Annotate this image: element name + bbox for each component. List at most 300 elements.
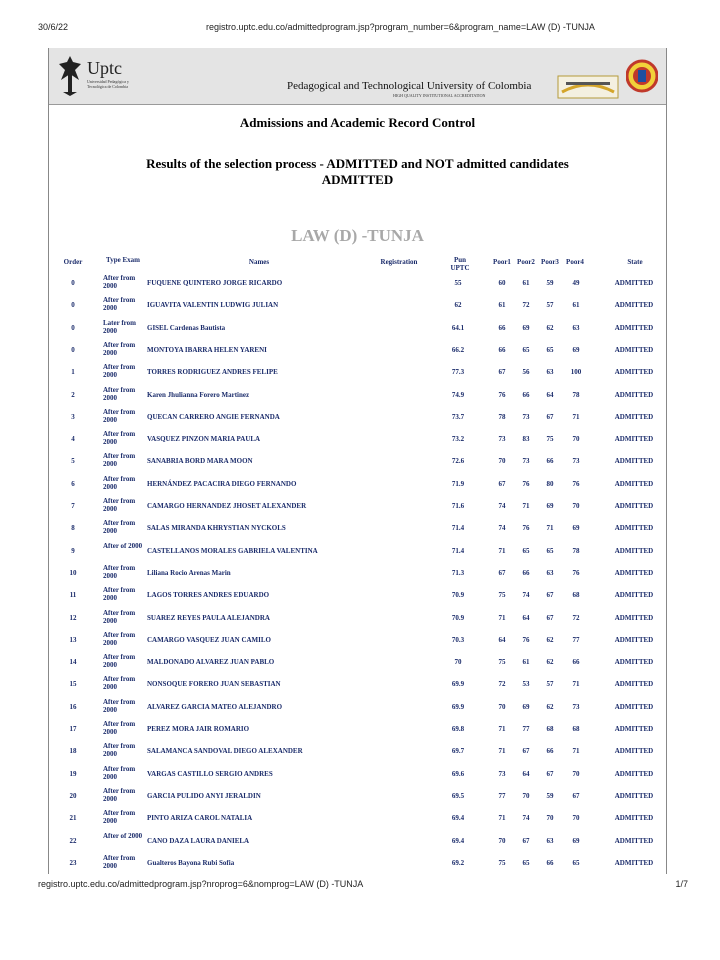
cell-p2: 65 xyxy=(522,546,530,555)
cell-p2: 73 xyxy=(522,457,530,466)
cell-pun: 69.9 xyxy=(451,702,465,711)
cell-p1: 64 xyxy=(498,635,506,644)
cell-p4: 73 xyxy=(572,457,580,466)
cell-p1: 73 xyxy=(498,435,506,444)
cell-order: 15 xyxy=(69,680,77,689)
cell-p4: 76 xyxy=(572,568,580,577)
cell-pun: 74.9 xyxy=(451,390,465,399)
cell-pun: 70.3 xyxy=(451,635,465,644)
cell-state: ADMITTED xyxy=(614,301,654,310)
cell-order: 18 xyxy=(69,747,77,756)
print-header xyxy=(0,22,720,36)
cell-name: NONSOQUE FORERO JUAN SEBASTIAN xyxy=(147,680,281,689)
cell-p4: 70 xyxy=(572,435,580,444)
cell-p1: 67 xyxy=(498,479,506,488)
subtitle-line-2: ADMITTED xyxy=(321,172,394,187)
cell-name: PEREZ MORA JAIR ROMARIO xyxy=(147,725,250,733)
cell-p3: 65 xyxy=(546,546,554,555)
cell-p1: 70 xyxy=(498,836,506,845)
cell-pun: 55 xyxy=(454,279,462,287)
cell-order: 14 xyxy=(69,658,77,667)
cell-p3: 66 xyxy=(546,747,554,756)
cell-p2: 83 xyxy=(522,435,530,444)
cell-p4: 68 xyxy=(572,591,580,600)
table-row xyxy=(49,339,666,361)
print-url: registro.uptc.edu.co/admittedprogram.jsp?program_number=6&program_name=LAW (D) -TUNJA xyxy=(206,22,595,32)
subtitle-line-1: Results of the selection process - ADMITTED and NOT admitted candidates xyxy=(146,156,569,171)
cell-pun: 69.6 xyxy=(451,769,465,778)
cell-p2: 73 xyxy=(522,412,530,421)
cell-p3: 67 xyxy=(546,412,554,421)
cell-pun: 69.9 xyxy=(451,680,465,689)
cell-order: 5 xyxy=(71,457,75,466)
cell-name: VARGAS CASTILLO SERGIO ANDRES xyxy=(147,769,273,778)
cell-name: IGUAVITA VALENTIN LUDWIG JULIAN xyxy=(147,301,279,310)
cell-p1: 78 xyxy=(498,412,506,421)
col-state: State xyxy=(627,258,643,266)
cell-p4: 65 xyxy=(572,858,580,867)
col-type: Type Exam xyxy=(106,256,140,264)
cell-state: ADMITTED xyxy=(614,345,654,354)
table-row xyxy=(49,517,666,539)
accreditation-seal-icon xyxy=(556,74,620,100)
cell-state: ADMITTED xyxy=(614,479,654,488)
cell-p2: 71 xyxy=(522,502,530,510)
cell-type: Later from 2000 xyxy=(103,318,136,335)
col-p4: Poor4 xyxy=(566,258,584,266)
cell-p1: 67 xyxy=(498,368,506,377)
cell-state: ADMITTED xyxy=(614,502,654,510)
cell-p1: 66 xyxy=(498,323,506,332)
cell-type: After from 2000 xyxy=(103,340,136,357)
uptc-logo-subtitle: Universidad Pedagógica y Tecnológica de Colombia xyxy=(87,79,129,89)
cell-p4: 72 xyxy=(572,613,580,622)
cell-state: ADMITTED xyxy=(614,368,654,377)
cell-p1: 75 xyxy=(498,658,506,667)
cell-p4: 71 xyxy=(572,680,580,689)
cell-name: LAGOS TORRES ANDRES EDUARDO xyxy=(147,591,270,600)
cell-name: HERNÁNDEZ PACACIRA DIEGO FERNANDO xyxy=(147,479,297,488)
cell-p3: 65 xyxy=(546,345,554,354)
cell-type: After from 2000 xyxy=(103,497,136,513)
cell-p2: 61 xyxy=(522,658,530,667)
cell-type: After from 2000 xyxy=(103,630,136,647)
cell-type: After from 2000 xyxy=(103,296,136,313)
cell-p3: 63 xyxy=(546,836,554,845)
program-name: LAW (D) -TUNJA xyxy=(291,226,424,245)
cell-state: ADMITTED xyxy=(614,635,654,644)
cell-p2: 56 xyxy=(522,368,530,377)
cell-p4: 66 xyxy=(572,658,580,667)
cell-pun: 69.4 xyxy=(451,836,465,845)
cell-p1: 61 xyxy=(498,301,506,310)
cell-state: ADMITTED xyxy=(614,658,654,667)
cell-p1: 66 xyxy=(498,345,506,354)
cell-type: After from 2000 xyxy=(103,274,136,290)
cell-p3: 69 xyxy=(546,502,554,510)
cell-p1: 70 xyxy=(498,702,506,711)
cell-type: After from 2000 xyxy=(103,407,136,424)
cell-pun: 73.2 xyxy=(451,435,465,444)
cell-p4: 73 xyxy=(572,702,580,711)
cell-p2: 76 xyxy=(522,479,530,488)
cell-p1: 73 xyxy=(498,769,506,778)
uptc-logo-text: Uptc xyxy=(87,58,122,78)
cell-name: SANABRIA BORD MARA MOON xyxy=(147,457,253,466)
table-row xyxy=(49,607,666,629)
cell-p2: 70 xyxy=(522,791,530,800)
cell-type: After from 2000 xyxy=(103,452,136,469)
cell-order: 0 xyxy=(71,323,75,332)
cell-p3: 75 xyxy=(546,435,554,444)
cell-state: ADMITTED xyxy=(614,323,654,332)
cell-p4: 70 xyxy=(572,814,580,823)
cell-type: After from 2000 xyxy=(103,363,136,380)
cell-p1: 75 xyxy=(498,858,506,867)
cell-pun: 71.3 xyxy=(451,568,465,577)
university-banner xyxy=(49,48,666,105)
table-row xyxy=(49,406,666,428)
cell-p3: 62 xyxy=(546,323,554,332)
cell-name: TORRES RODRIGUEZ ANDRES FELIPE xyxy=(147,368,278,377)
table-row xyxy=(49,718,666,740)
cell-type: After from 2000 xyxy=(103,786,136,803)
cell-name: SALAS MIRANDA KHRYSTIAN NYCKOLS xyxy=(147,524,286,533)
cell-pun: 62 xyxy=(454,301,462,310)
table-row xyxy=(49,495,666,517)
cell-p2: 66 xyxy=(522,568,530,577)
cell-p1: 71 xyxy=(498,725,506,733)
cell-state: ADMITTED xyxy=(614,791,654,800)
cell-name: MONTOYA IBARRA HELEN YARENI xyxy=(147,345,267,354)
cell-type: After from 2000 xyxy=(103,720,136,736)
cell-p2: 69 xyxy=(522,702,530,711)
cell-name: GARCIA PULIDO ANYI JERALDIN xyxy=(147,791,261,800)
cell-p2: 77 xyxy=(522,725,530,733)
cell-type: After from 2000 xyxy=(103,430,136,447)
cell-order: 12 xyxy=(69,613,77,622)
cell-p2: 61 xyxy=(522,279,530,287)
page-number: 1/7 xyxy=(675,879,688,889)
cell-name: PINTO ARIZA CAROL NATALIA xyxy=(147,814,253,823)
cell-p1: 71 xyxy=(498,814,506,823)
cell-p2: 74 xyxy=(522,591,530,600)
cell-name: SUAREZ REYES PAULA ALEJANDRA xyxy=(147,613,270,622)
cell-name: CAMARGO VASQUEZ JUAN CAMILO xyxy=(147,635,272,644)
cell-pun: 72.6 xyxy=(451,457,465,466)
table-row xyxy=(49,673,666,695)
table-row xyxy=(49,852,666,874)
cell-pun: 70.9 xyxy=(451,613,465,622)
cell-p2: 67 xyxy=(522,836,530,845)
cell-p2: 64 xyxy=(522,769,530,778)
cell-order: 3 xyxy=(71,412,75,421)
cell-type: After from 2000 xyxy=(103,608,136,625)
cell-p2: 72 xyxy=(522,301,530,310)
cell-pun: 77.3 xyxy=(451,368,465,377)
cell-p3: 63 xyxy=(546,368,554,377)
cell-state: ADMITTED xyxy=(614,836,654,845)
cell-order: 10 xyxy=(69,568,77,577)
cell-type: After from 2000 xyxy=(103,563,136,580)
cell-state: ADMITTED xyxy=(614,702,654,711)
cell-p2: 66 xyxy=(522,390,530,399)
table-row xyxy=(49,830,666,852)
cell-p3: 66 xyxy=(546,457,554,466)
cell-p1: 75 xyxy=(498,591,506,600)
cell-type: After from 2000 xyxy=(103,385,136,402)
cell-order: 13 xyxy=(69,635,77,644)
cell-p3: 57 xyxy=(546,680,554,689)
table-row xyxy=(49,384,666,406)
cell-order: 0 xyxy=(71,345,75,354)
cell-p4: 69 xyxy=(572,345,580,354)
cell-state: ADMITTED xyxy=(614,524,654,533)
cell-p3: 67 xyxy=(546,613,554,622)
cell-name: Karen Jhulianna Forero Martinez xyxy=(147,390,250,399)
cell-p1: 74 xyxy=(498,502,506,510)
cell-pun: 64.1 xyxy=(451,323,465,332)
cell-order: 0 xyxy=(71,301,75,310)
cell-p3: 59 xyxy=(546,279,554,287)
table-row xyxy=(49,317,666,339)
cell-state: ADMITTED xyxy=(614,747,654,756)
cell-pun: 71.4 xyxy=(451,524,465,533)
cell-pun: 69.4 xyxy=(451,814,465,823)
cell-name: MALDONADO ALVAREZ JUAN PABLO xyxy=(147,658,275,667)
cell-name: FUQUENE QUINTERO JORGE RICARDO xyxy=(147,279,283,287)
table-row xyxy=(49,294,666,316)
cell-pun: 71.4 xyxy=(451,546,465,555)
cell-state: ADMITTED xyxy=(614,613,654,622)
cell-p3: 62 xyxy=(546,635,554,644)
cell-p4: 76 xyxy=(572,479,580,488)
cell-order: 6 xyxy=(71,479,75,488)
table-row xyxy=(49,450,666,472)
cell-p2: 76 xyxy=(522,524,530,533)
cell-p1: 74 xyxy=(498,524,506,533)
cell-p1: 71 xyxy=(498,747,506,756)
table-row xyxy=(49,740,666,762)
cell-p2: 69 xyxy=(522,323,530,332)
cell-p3: 67 xyxy=(546,769,554,778)
cell-name: CANO DAZA LAURA DANIELA xyxy=(147,836,250,845)
cell-p1: 60 xyxy=(498,279,506,287)
cell-name: CAMARGO HERNANDEZ JHOSET ALEXANDER xyxy=(147,502,307,510)
cell-p2: 67 xyxy=(522,747,530,756)
table-row xyxy=(49,272,666,294)
col-order: Order xyxy=(63,258,83,266)
cell-p4: 77 xyxy=(572,635,580,644)
page-subtitle xyxy=(89,156,626,188)
cell-p3: 68 xyxy=(546,725,554,733)
cell-p4: 100 xyxy=(570,368,582,377)
cell-type: After from 2000 xyxy=(103,519,136,536)
cell-p4: 67 xyxy=(572,791,580,800)
cell-type: After from 2000 xyxy=(103,742,136,759)
col-p1: Poor1 xyxy=(493,258,511,266)
cell-p1: 71 xyxy=(498,546,506,555)
cell-state: ADMITTED xyxy=(614,769,654,778)
cell-p4: 70 xyxy=(572,502,580,510)
cell-p4: 61 xyxy=(572,301,580,310)
cell-pun: 69.5 xyxy=(451,791,465,800)
table-row xyxy=(49,651,666,673)
cell-state: ADMITTED xyxy=(614,814,654,823)
cell-name: GISEL Cardenas Bautista xyxy=(147,323,226,332)
cell-p2: 74 xyxy=(522,814,530,823)
cell-state: ADMITTED xyxy=(614,279,654,287)
table-row xyxy=(49,629,666,651)
cell-p4: 68 xyxy=(572,725,580,733)
cell-type: After of 2000 xyxy=(103,541,143,550)
cell-p3: 70 xyxy=(546,814,554,823)
cell-state: ADMITTED xyxy=(614,412,654,421)
footer-url: registro.uptc.edu.co/admittedprogram.jsp?nroprog=6&nomprog=LAW (D) -TUNJA xyxy=(38,879,364,889)
cell-state: ADMITTED xyxy=(614,725,654,733)
cell-name: VASQUEZ PINZON MARIA PAULA xyxy=(147,435,261,444)
cell-p4: 49 xyxy=(572,279,580,287)
cell-pun: 70 xyxy=(454,658,462,667)
table-row xyxy=(49,584,666,606)
table-row xyxy=(49,361,666,383)
cell-type: After from 2000 xyxy=(103,853,136,870)
cell-type: After from 2000 xyxy=(103,697,136,714)
col-p2: Poor2 xyxy=(517,258,535,266)
table-row xyxy=(49,807,666,829)
cell-pun: 70.9 xyxy=(451,591,465,600)
cell-pun: 69.8 xyxy=(451,725,465,733)
cell-name: Gualteros Bayona Rubi Sofia xyxy=(147,858,235,867)
cell-p1: 76 xyxy=(498,390,506,399)
cell-p3: 59 xyxy=(546,791,554,800)
cell-type: After from 2000 xyxy=(103,474,136,491)
cell-pun: 73.7 xyxy=(451,412,465,421)
cell-type: After from 2000 xyxy=(103,675,136,692)
university-name: Pedagogical and Technological University of Colombia xyxy=(287,80,532,92)
cell-order: 9 xyxy=(71,546,75,555)
col-names: Names xyxy=(248,258,270,266)
cell-type: After of 2000 xyxy=(103,831,143,840)
colombia-shield-icon xyxy=(626,58,658,96)
table-row xyxy=(49,473,666,495)
print-footer xyxy=(0,879,720,893)
cell-p1: 67 xyxy=(498,568,506,577)
cell-pun: 71.9 xyxy=(451,479,465,488)
cell-p2: 53 xyxy=(522,680,530,689)
cell-order: 0 xyxy=(71,279,75,287)
cell-p4: 63 xyxy=(572,323,580,332)
cell-p3: 57 xyxy=(546,301,554,310)
cell-order: 23 xyxy=(69,858,77,867)
cell-order: 2 xyxy=(71,390,75,399)
cell-order: 20 xyxy=(69,791,77,800)
cell-order: 4 xyxy=(71,435,75,444)
cell-order: 19 xyxy=(69,769,77,778)
cell-p3: 64 xyxy=(546,390,554,399)
cell-state: ADMITTED xyxy=(614,591,654,600)
cell-p1: 72 xyxy=(498,680,506,689)
cell-p3: 67 xyxy=(546,591,554,600)
cell-order: 1 xyxy=(71,368,75,377)
cell-pun: 69.7 xyxy=(451,747,465,756)
cell-order: 21 xyxy=(69,814,77,823)
table-row xyxy=(49,562,666,584)
cell-name: Liliana Rocio Arenas Marin xyxy=(147,568,231,577)
cell-p1: 71 xyxy=(498,613,506,622)
cell-state: ADMITTED xyxy=(614,568,654,577)
cell-p4: 71 xyxy=(572,412,580,421)
table-row xyxy=(49,428,666,450)
col-p3: Poor3 xyxy=(541,258,559,266)
cell-p2: 65 xyxy=(522,858,530,867)
cell-p3: 62 xyxy=(546,658,554,667)
cell-type: After from 2000 xyxy=(103,653,136,670)
cell-order: 7 xyxy=(71,502,75,510)
cell-p4: 78 xyxy=(572,390,580,399)
table-row xyxy=(49,696,666,718)
cell-state: ADMITTED xyxy=(614,457,654,466)
cell-order: 17 xyxy=(69,725,77,733)
cell-p4: 71 xyxy=(572,747,580,756)
university-subtitle: HIGH QUALITY INSTITUTIONAL ACCREDITATION xyxy=(393,93,486,98)
document-sheet xyxy=(48,48,667,874)
cell-p4: 69 xyxy=(572,836,580,845)
cell-state: ADMITTED xyxy=(614,390,654,399)
cell-p4: 69 xyxy=(572,524,580,533)
page-title: Admissions and Academic Record Control xyxy=(239,115,476,130)
cell-state: ADMITTED xyxy=(614,435,654,444)
cell-p2: 64 xyxy=(522,613,530,622)
cell-order: 11 xyxy=(69,591,77,600)
eagle-crest-icon xyxy=(57,54,83,96)
cell-p1: 70 xyxy=(498,457,506,466)
cell-type: After from 2000 xyxy=(103,809,136,826)
cell-p2: 65 xyxy=(522,345,530,354)
table-row xyxy=(49,763,666,785)
cell-p4: 78 xyxy=(572,546,580,555)
cell-order: 8 xyxy=(71,524,75,533)
cell-pun: 71.6 xyxy=(451,502,465,510)
cell-p3: 63 xyxy=(546,568,554,577)
col-pun: Pun UPTC xyxy=(450,256,470,272)
col-registration: Registration xyxy=(380,258,418,266)
cell-p3: 62 xyxy=(546,702,554,711)
table-row xyxy=(49,785,666,807)
cell-p3: 80 xyxy=(546,479,554,488)
cell-pun: 69.2 xyxy=(451,858,465,867)
cell-name: ALVAREZ GARCIA MATEO ALEJANDRO xyxy=(147,702,283,711)
cell-name: CASTELLANOS MORALES GABRIELA VALENTINA xyxy=(147,546,318,555)
cell-type: After from 2000 xyxy=(103,764,136,781)
cell-order: 16 xyxy=(69,702,77,711)
cell-p2: 76 xyxy=(522,635,530,644)
cell-p1: 77 xyxy=(498,791,506,800)
cell-pun: 66.2 xyxy=(451,345,465,354)
cell-state: ADMITTED xyxy=(614,858,654,867)
cell-order: 22 xyxy=(69,836,77,845)
cell-p3: 66 xyxy=(546,858,554,867)
cell-state: ADMITTED xyxy=(614,680,654,689)
cell-name: QUECAN CARRERO ANGIE FERNANDA xyxy=(147,412,280,421)
cell-name: SALAMANCA SANDOVAL DIEGO ALEXANDER xyxy=(147,747,303,756)
table-row xyxy=(49,540,666,562)
cell-type: After from 2000 xyxy=(103,586,136,603)
cell-p4: 70 xyxy=(572,769,580,778)
cell-state: ADMITTED xyxy=(614,546,654,555)
cell-p3: 71 xyxy=(546,524,554,533)
print-date: 30/6/22 xyxy=(38,22,69,32)
